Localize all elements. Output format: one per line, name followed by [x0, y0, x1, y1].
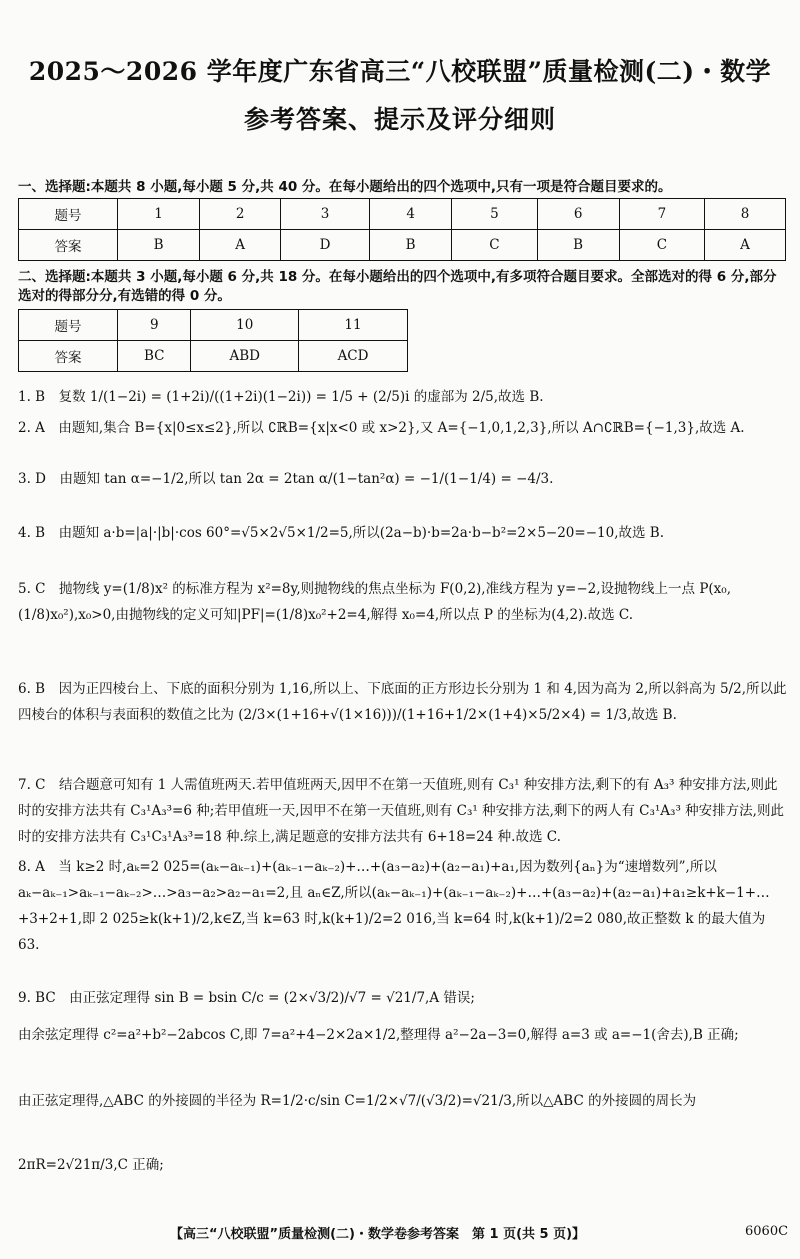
solution-2: 2. A 由题知,集合 B={x|0≤x≤2},所以 ∁ℝB={x|x<0 或 x>2},又 A={−1,0,1,2,3},所以 A∩∁ℝB={−1,3},故选 A.: [18, 420, 745, 436]
table-cell: B: [118, 230, 200, 261]
table-cell: ACD: [299, 341, 408, 372]
table-cell: B: [370, 230, 452, 261]
table-cell: 11: [299, 310, 408, 341]
table-row: [19, 230, 786, 261]
solution-9c: 由正弦定理得,△ABC 的外接圆的半径为 R=1/2·c/sin C=1/2×√7/(√3/2)=√21/3,所以△ABC 的外接圆的周长为: [18, 1093, 697, 1109]
solution-1: 1. B 复数 1/(1−2i) = (1+2i)/((1+2i)(1−2i)) = 1/5 + (2/5)i 的虚部为 2/5,故选 B.: [18, 389, 544, 405]
page-title: 2025～2026 学年度广东省高三“八校联盟”质量检测(二)・数学: [28, 57, 772, 86]
page-footer: 【高三“八校联盟”质量检测(二)・数学卷参考答案 第 1 页(共 5 页)】: [170, 1227, 586, 1242]
table-cell: A: [705, 230, 786, 261]
table-cell: 题号: [19, 310, 118, 341]
table-cell: 答案: [19, 341, 118, 372]
table-cell: C: [452, 230, 537, 261]
solution-9b: 由余弦定理得 c²=a²+b²−2abcos C,即 7=a²+4−2×2a×1/2,整理得 a²−2a−3=0,解得 a=3 或 a=−1(舍去),B 正确;: [18, 1027, 739, 1043]
solution-4: 4. B 由题知 a·b=|a|·|b|·cos 60°=√5×2√5×1/2=5,所以(2a−b)·b=2a·b−b²=2×5−20=−10,故选 B.: [18, 525, 664, 541]
table-row: [19, 341, 408, 372]
table-cell: 题号: [19, 199, 118, 230]
table-cell: 4: [370, 199, 452, 230]
table-cell: C: [619, 230, 704, 261]
answer-table-2: [18, 309, 408, 372]
table-cell: 7: [619, 199, 704, 230]
table-cell: 1: [118, 199, 200, 230]
solution-6: 6. B 因为正四棱台上、下底的面积分别为 1,16,所以上、下底面的正方形边长分别为 1 和 4,因为高为 2,所以斜高为 5/2,所以此四棱台的体积与表面积的数值之比为 (2/3×(1+16+√(1×16)))/(1+16+1/2×(1+4)×5/2×4) = 1/3,故选 B.: [18, 681, 787, 723]
solution-9d: 2πR=2√21π/3,C 正确;: [18, 1157, 164, 1173]
page-subtitle: 参考答案、提示及评分细则: [243, 105, 556, 134]
document-code: 6060C: [745, 1224, 789, 1239]
table-cell: 10: [191, 310, 299, 341]
table-cell: 5: [452, 199, 537, 230]
solution-5: 5. C 抛物线 y=(1/8)x² 的标准方程为 x²=8y,则抛物线的焦点坐标为 F(0,2),准线方程为 y=−2,设抛物线上一点 P(x₀,(1/8)x₀²),x₀>0,由抛物线的定义可知|PF|=(1/8)x₀²+2=4,解得 x₀=4,所以点 P 的坐标为(4,2).故选 C.: [18, 581, 731, 623]
table-cell: B: [537, 230, 619, 261]
answer-table-1: [18, 198, 786, 261]
table-cell: 答案: [19, 230, 118, 261]
table-cell: 9: [118, 310, 191, 341]
solution-3: 3. D 由题知 tan α=−1/2,所以 tan 2α = 2tan α/(1−tan²α) = −1/(1−1/4) = −4/3.: [18, 471, 554, 487]
table-cell: 3: [281, 199, 370, 230]
solution-9: 9. BC 由正弦定理得 sin B = bsin C/c = (2×√3/2)/√7 = √21/7,A 错误;: [18, 990, 475, 1006]
section2-heading: 二、选择题:本题共 3 小题,每小题 6 分,共 18 分。在每小题给出的四个选项中,有多项符合题目要求。全部选对的得 6 分,部分选对的得部分分,有选错的得 0 分。: [18, 269, 777, 304]
table-cell: 8: [705, 199, 786, 230]
table-row: [19, 199, 786, 230]
solution-7: 7. C 结合题意可知有 1 人需值班两天.若甲值班两天,因甲不在第一天值班,则有 C₃¹ 种安排方法,剩下的有 A₃³ 种安排方法,则此时的安排方法共有 C₃¹A₃³=6 种;若甲值班一天,因甲不在第一天值班,则有 C₃¹ 种安排方法,剩下的两人有 C₃¹A₃³ 种安排方法,则此时的安排方法共有 C₃¹C₃¹A₃³=18 种.综上,满足题意的安排方法共有 6+18=24 种.故选 C.: [18, 777, 784, 845]
table-cell: BC: [118, 341, 191, 372]
table-cell: D: [281, 230, 370, 261]
solution-8: 8. A 当 k≥2 时,aₖ=2 025=(aₖ−aₖ₋₁)+(aₖ₋₁−aₖ₋₂)+…+(a₃−a₂)+(a₂−a₁)+a₁,因为数列{aₙ}为“速增数列”,所以 aₖ−aₖ₋₁>aₖ₋₁−aₖ₋₂>…>a₃−a₂>a₂−a₁=2,且 aₙ∈Z,所以(aₖ−aₖ₋₁)+(aₖ₋₁−aₖ₋₂)+…+(a₃−a₂)+(a₂−a₁)+a₁≥k+k−1+…+3+2+1,即 2 025≥k(k+1)/2,k∈Z,当 k=63 时,k(k+1)/2=2 016,当 k=64 时,k(k+1)/2=2 080,故正整数 k 的最大值为 63.: [18, 859, 770, 953]
table-cell: 6: [537, 199, 619, 230]
table-cell: 2: [200, 199, 281, 230]
table-row: [19, 310, 408, 341]
table-cell: A: [200, 230, 281, 261]
section1-heading: 一、选择题:本题共 8 小题,每小题 5 分,共 40 分。在每小题给出的四个选项中,只有一项是符合题目要求的。: [18, 179, 672, 195]
table-cell: ABD: [191, 341, 299, 372]
